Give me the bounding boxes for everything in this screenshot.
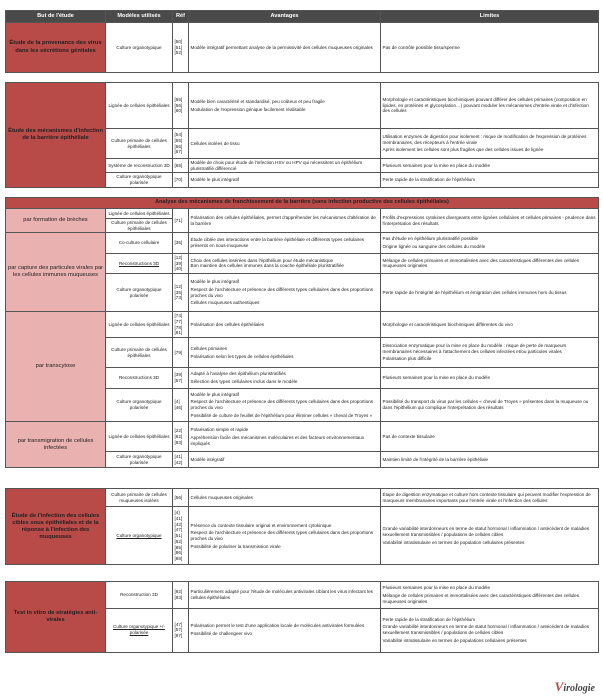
limit-cell: Mélange de cellules primaires et immortalisées avec des caractéristiques différentes des cellules muqueuses originales (381, 253, 599, 273)
limit-cell: Perte rapide de la stratification de l'épithélium Grande variabilité interdonneurs en terme de statut hormonal / inflammation / antécédent de maladies sexuellement transmissibles / populations de cellules cibles Variabilité intratissulaire en termes de populations cellulaires présentes (381, 608, 599, 652)
limit-cell: Possibilité du transport du virus par les cellules « cheval de Troyes » présentes dans la muqueuse ou dans l'épithélium qui complique l'interprétation des résultats (381, 388, 599, 422)
limit-cell: Pas de contexte tissulaire (381, 422, 599, 452)
section-band-row (6, 197, 599, 208)
ref-cell: [71] (173, 208, 189, 232)
ref-cell: [41] [42] (173, 452, 189, 468)
ref-cell: [39] [57] (173, 368, 189, 388)
virologie-logo: Virologie (554, 679, 595, 694)
advantage-cell: Modèle intégratif (189, 452, 381, 468)
model-cell: Culture primaire de cellules muqueuses isolées (106, 489, 173, 507)
advantage-cell: Polarisation des cellules épithéliales, permet d'appréhender les mécanismes d'altération de la barrière (189, 208, 381, 232)
ref-cell: [56] (173, 489, 189, 507)
goal-cell: Étude de l'infection des cellules cibles sous épithéliales et de la réponse à l'infection des muqueuses (6, 489, 106, 565)
advantage-cell: Polarisation des cellules épithéliales (189, 312, 381, 338)
ref-cell: [92] [93] (173, 582, 189, 608)
ref-cell: [47] [57] [87] (173, 608, 189, 652)
model-cell: Culture organotypique +/- polarisée (106, 608, 173, 652)
limit-cell: Maintien limité de l'intégrité de la barrière épithéliale (381, 452, 599, 468)
ref-cell: [35] (173, 233, 189, 253)
limit-cell: Plusieurs semaines pour la mise en place du modèle (381, 368, 599, 388)
ref-cell: [12] [35] [73] (173, 274, 189, 312)
model-cell: Lignée de cellules épithéliales (106, 422, 173, 452)
advantage-cell: Polarisation permet le test d'une application locale de molécules antivirales formulées Possibilité de challengeer vivo (189, 608, 381, 652)
model-cell: Reconstructions 3D (106, 253, 173, 273)
goal-cell: Étude de la provenance des virus dans les sécrétions génitales (6, 23, 106, 73)
goal-cell: Test in vitro de stratégies anti-virales (6, 582, 106, 652)
model-cell: Culture organotypique (106, 23, 173, 73)
ref-cell: [54] [55] [56] [57] (173, 129, 189, 159)
model-cell: Lignée de cellules épithéliales (106, 208, 173, 218)
limit-cell: Morphologie et caractéristiques biochimiques pouvant différer des cellules primaires (composition en lipides, en protéines et glycosylation…) pouvant moduler les mécanismes d'entrée virale et d'infection des cellules (381, 83, 599, 129)
limit-cell: Morphologie et caractéristiques biochimiques différentes du vivo (381, 312, 599, 338)
advantage-cell: Modèle intégratif permettant analyse de la permissivité des cellules muqueuses originales (189, 23, 381, 73)
model-cell: Reconstruction 3D (106, 582, 173, 608)
limit-cell: Dissociation enzymatique pour la mise en place du modèle : risque de perte de marqueurs membranaires nécessaires à l'attachement des cellules infectées et/ou particules virales Polarisation plus difficile (381, 338, 599, 368)
model-cell: Culture organotypique polarisée (106, 274, 173, 312)
goal-cell: par formation de brèches (6, 208, 106, 232)
limit-cell: Perte rapide de la stratification de l'épithélium (381, 173, 599, 187)
table-row (6, 582, 599, 608)
ref-cell: [50] [51] [52] (173, 23, 189, 73)
model-cell: Co-culture cellulaire (106, 233, 173, 253)
advantage-cell: Présence du contexte tissulaire original et environnement cytokinique Respect de l'architecture et présence des différents types cellulaires dans des proportions proches du vivo Possibilité de polariser la transmission virale (189, 507, 381, 565)
advantage-cell: Particulièrement adapté pour l'étude de molécules antivirales ciblant les virus infectant les cellules épithéliales (189, 582, 381, 608)
limit-cell: Étape de digestion enzymatique et culture hors contexte tissulaire qui peuvent modifier l'expression de marqueurs membranaires importants pour l'entrée virale et l'infection des cellules (381, 489, 599, 507)
model-cell: Culture primaire de cellules épithéliales (106, 129, 173, 159)
goal-cell: par transcytose (6, 312, 106, 422)
header-advantages: Avantages (189, 11, 381, 23)
model-cell: Lignée de cellules épithéliales (106, 83, 173, 129)
limit-cell: Plusieurs semaines pour la mise en place du modèle Mélange de cellules primaires et immortalisées avec des caractéristiques différentes des cellules muqueuses originales (381, 582, 599, 608)
goal-cell: Étude des mécanismes d'infection de la barrière épithéliale (6, 83, 106, 188)
section-band: Analyse des mécanismes de franchissement de la barrière (sans infection productive des cellules épithéliales) (6, 197, 599, 208)
header-row (6, 11, 599, 23)
model-cell: Culture primaire de cellules épithéliales (106, 218, 173, 232)
limit-cell: Pas d'étude en épithélium pluristratifié possible Origine lignée ou sanguine des cellules du modèle (381, 233, 599, 253)
ref-cell: [65] (173, 159, 189, 173)
table-row (6, 489, 599, 507)
header-model: Modèles utilisés (106, 11, 173, 23)
limit-cell: Utilisation enzymes de digestion pour isolement : risque de modification de l'expression de protéines membranaires, des récepteurs à l'entrée virale Après isolement les cellules sont plus fragiles que des cellules issues de lignée (381, 129, 599, 159)
header-goal: But de l'étude (6, 11, 106, 23)
ref-cell: [4] [46] (173, 388, 189, 422)
ref-cell: [74] [77] [78] [81] (173, 312, 189, 338)
advantage-cell: Étude ciblée des interactions entre la barrière épithéliale et différents types cellulaires présents en sous-muqueuse (189, 233, 381, 253)
advantage-cell: Modèle le plus intégratif (189, 173, 381, 187)
ref-cell: [12] [39] [40] (173, 253, 189, 273)
model-cell: Culture organotypique (106, 507, 173, 565)
header-ref: Réf (173, 11, 189, 23)
ref-cell: [55] [56] [60] (173, 83, 189, 129)
model-cell: Culture organotypique polarisée (106, 452, 173, 468)
model-cell: Culture primaire de cellules épithéliales (106, 338, 173, 368)
model-cell: Culture organotypique polarisée (106, 388, 173, 422)
table-row (6, 312, 599, 338)
table-row (6, 208, 599, 218)
model-cell: Reconstructions 3D (106, 368, 173, 388)
limit-cell: Plusieurs semaines pour la mise en place du modèle (381, 159, 599, 173)
table-row (6, 23, 599, 73)
advantage-cell: Modèle le plus intégratif Respect de l'architecture et présence des différents types cellulaires dans des proportions proches du vivo Possibilité de culture de feuillet de l'épithélium pour éliminer cellules « cheval de Troyes » (189, 388, 381, 422)
table-row (6, 233, 599, 253)
model-cell: Culture organotypique polarisée (106, 173, 173, 187)
ref-cell: [79] (173, 338, 189, 368)
limit-cell: Perte rapide de l'intégrité de l'épithélium et émigration des cellules immunes hors du tissus (381, 274, 599, 312)
table-row (6, 83, 599, 129)
advantage-cell: Modèle bien caractérisé et standardisé, peu coûteux et peu fragile Modulation de l'expression génique facilement réalisable (189, 83, 381, 129)
advantage-cell: Modèle de choix pour étude de l'infection HSV ou HPV qui nécessitent un épithélium pluristratifié différencié (189, 159, 381, 173)
ref-cell: [22] [82] [83] (173, 422, 189, 452)
header-limits: Limites (381, 11, 599, 23)
ref-cell: [70] (173, 173, 189, 187)
advantage-cell: Cellules muqueuses originales (189, 489, 381, 507)
table-row (6, 422, 599, 452)
advantage-cell: Polarisation simple et rapide Appréhension facile des mécanismes moléculaires et des facteurs environnementaux impliqués (189, 422, 381, 452)
goal-cell: par transmigration de cellules infectées (6, 422, 106, 468)
limit-cell: Profils d'expressions cytokines divergeants entre lignées cellulaires et cellules primaires - prudence dans l'interprétation des résultats (381, 208, 599, 232)
advantage-cell: Cellules primaires Polarisation selon les types de cellules épithéliales (189, 338, 381, 368)
advantage-cell: Cellules isolées de tissu (189, 129, 381, 159)
goal-cell: par capture des particules virales par les cellules immunes muqueuses (6, 233, 106, 312)
limit-cell: Grande variabilité interdonneurs en terme de statut hormonal / inflammation / antécédent de maladies sexuellement transmissibles / populations de cellules cibles Variabilité intratissulaire en termes de population cellulaires présentes (381, 507, 599, 565)
advantage-cell: Choix des cellules insérées dans l'épithélium pour étude mécanistique Bon maintien des cellules immunes dans la couche épithéliale pluristratifiée (189, 253, 381, 273)
limit-cell: Pas de contrôle possible tissu/sperme (381, 23, 599, 73)
model-cell: Système de reconstruction 3D (106, 159, 173, 173)
advantage-cell: Adapté à l'analyse des épithélium pluristratifiés Sélection des types cellulaires inclus dans le modèle (189, 368, 381, 388)
ref-cell: [4] [41] [42] [47] [51] [52] [85] [86] [88] (173, 507, 189, 565)
comparison-table (5, 10, 599, 653)
advantage-cell: Modèle le plus intégratif Respect de l'architecture et présence des différents types cellulaires dans des proportions proches du vivo Cellules muqueuses authentiques (189, 274, 381, 312)
model-cell: Lignée de cellules épithéliales (106, 312, 173, 338)
